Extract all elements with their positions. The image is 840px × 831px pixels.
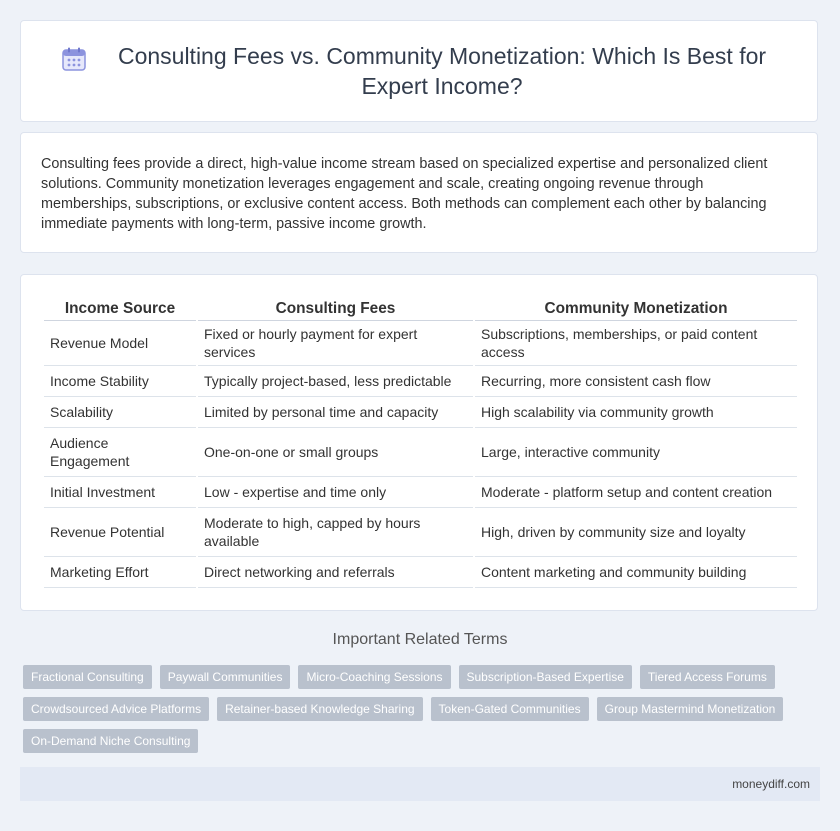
intro-paragraph: Consulting fees provide a direct, high-value income stream based on specialized expertise and personalized client solutions. Community monetization leverages engagement and scale, creating ongoing revenue through memberships, subscriptions, or exclusive content access. Both methods can complement each other by balancing immediate payments with long-term, passive income growth.	[41, 156, 768, 232]
term-tag[interactable]: Tiered Access Forums	[640, 665, 775, 689]
consulting-cell: Limited by personal time and capacity	[198, 397, 473, 428]
row-label: Income Stability	[44, 366, 196, 397]
row-label: Initial Investment	[44, 477, 196, 508]
term-tag[interactable]: Subscription-Based Expertise	[459, 665, 632, 689]
comparison-table	[42, 295, 799, 588]
consulting-cell: Direct networking and referrals	[198, 557, 473, 588]
community-cell: High, driven by community size and loyalty	[475, 508, 797, 557]
row-label: Marketing Effort	[44, 557, 196, 588]
term-tag[interactable]: Fractional Consulting	[23, 665, 152, 689]
consulting-cell: Moderate to high, capped by hours available	[198, 508, 473, 557]
column-header-income-source: Income Source	[44, 295, 196, 321]
title-card	[20, 20, 818, 122]
term-tag[interactable]: On-Demand Niche Consulting	[23, 729, 198, 753]
table-row	[44, 397, 797, 428]
term-tag[interactable]: Group Mastermind Monetization	[597, 697, 784, 721]
row-label: Audience Engagement	[44, 428, 196, 477]
title-wrap	[21, 21, 817, 121]
column-header-community-monetization: Community Monetization	[475, 295, 797, 321]
table-row	[44, 428, 797, 477]
term-tag[interactable]: Token-Gated Communities	[431, 697, 589, 721]
community-cell: Recurring, more consistent cash flow	[475, 366, 797, 397]
community-cell: Moderate - platform setup and content creation	[475, 477, 797, 508]
row-label: Revenue Model	[44, 321, 196, 366]
community-cell: Subscriptions, memberships, or paid content access	[475, 321, 797, 366]
intro-card	[20, 132, 818, 253]
consulting-cell: Fixed or hourly payment for expert services	[198, 321, 473, 366]
row-label: Scalability	[44, 397, 196, 428]
related-terms-heading: Important Related Terms	[332, 631, 508, 648]
related-terms-list	[23, 665, 803, 753]
table-header-row	[44, 295, 797, 321]
term-tag[interactable]: Retainer-based Knowledge Sharing	[217, 697, 422, 721]
community-cell: Large, interactive community	[475, 428, 797, 477]
table-row	[44, 508, 797, 557]
consulting-cell: Typically project-based, less predictable	[198, 366, 473, 397]
consulting-cell: One-on-one or small groups	[198, 428, 473, 477]
site-name[interactable]: moneydiff.com	[732, 777, 810, 791]
page-title: Consulting Fees vs. Community Monetization: Which Is Best for Expert Income?	[117, 43, 767, 99]
table-row	[44, 477, 797, 508]
calendar-icon	[61, 46, 87, 72]
table-row	[44, 321, 797, 366]
column-header-consulting-fees: Consulting Fees	[198, 295, 473, 321]
row-label: Revenue Potential	[44, 508, 196, 557]
table-row	[44, 366, 797, 397]
term-tag[interactable]: Micro-Coaching Sessions	[298, 665, 450, 689]
term-tag[interactable]: Paywall Communities	[160, 665, 291, 689]
consulting-cell: Low - expertise and time only	[198, 477, 473, 508]
term-tag[interactable]: Crowdsourced Advice Platforms	[23, 697, 209, 721]
community-cell: Content marketing and community building	[475, 557, 797, 588]
table-row	[44, 557, 797, 588]
footer-bar	[20, 767, 820, 801]
comparison-card	[20, 274, 818, 611]
community-cell: High scalability via community growth	[475, 397, 797, 428]
